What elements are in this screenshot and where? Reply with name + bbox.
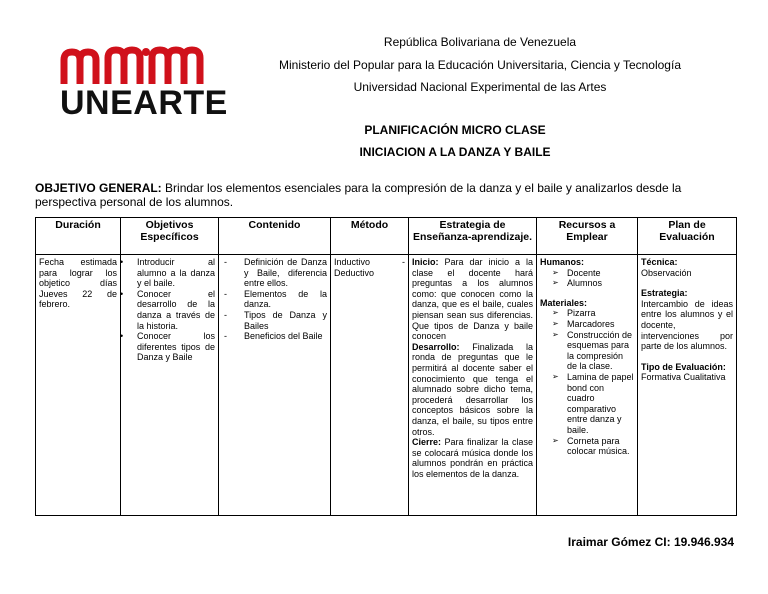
logo-text: UNEARTE bbox=[60, 84, 228, 122]
cell-contenido bbox=[219, 255, 331, 516]
list-item: ➢ Pizarra bbox=[540, 308, 634, 319]
list-item: ➢ Marcadores bbox=[540, 319, 634, 330]
general-objective bbox=[35, 181, 735, 209]
header-university: Universidad Nacional Experimental de las Artes bbox=[353, 80, 607, 94]
list-item: - Definición de Danza y Baile, diferencia entre ellos. bbox=[222, 257, 327, 289]
cell-evaluacion bbox=[638, 255, 737, 516]
strategy-dev-label: Desarrollo: bbox=[412, 341, 460, 352]
strategy-start-label: Inicio: bbox=[412, 257, 439, 267]
list-item: ➢ Docente bbox=[540, 268, 634, 279]
list-item: - Elementos de la danza. bbox=[222, 289, 327, 310]
list-item: - Tipos de Danza y Bailes bbox=[222, 310, 327, 331]
eval-strategy: Intercambio de ideas entre los alumnos y el docente, intervenciones por parte de los alumnos. bbox=[641, 298, 733, 352]
header-contenido: Contenido bbox=[219, 218, 331, 255]
list-item: • Introducir al alumno a la danza y el baile. bbox=[124, 257, 215, 289]
header-ministry: Ministerio del Popular para la Educación Universitaria, Ciencia y Tecnología bbox=[279, 58, 681, 72]
header-objetivos: Objetivos Específicos bbox=[121, 218, 219, 255]
header-republic: República Bolivariana de Venezuela bbox=[383, 35, 577, 49]
eval-type-label: Tipo de Evaluación: bbox=[641, 361, 726, 372]
eval-type: Formativa Cualitativa bbox=[641, 372, 726, 383]
header-duracion: Duración bbox=[36, 218, 121, 255]
method-dash: - bbox=[402, 257, 405, 267]
list-item: - Beneficios del Baile bbox=[222, 331, 327, 342]
document-subtitle: INICIACION A LA DANZA Y BAILE bbox=[359, 145, 551, 159]
list-item: ➢ Lamina de papel bond con cuadro comparativo entre danza y baile. bbox=[540, 372, 634, 436]
author-signature: Iraimar Gómez CI: 19.946.934 bbox=[567, 535, 734, 549]
plan-table bbox=[35, 217, 737, 516]
cell-recursos bbox=[537, 255, 638, 516]
cell-metodo bbox=[331, 255, 409, 516]
header-estrategia: Estrategia de Enseñanza-aprendizaje. bbox=[409, 218, 537, 255]
strategy-close-label: Cierre: bbox=[412, 437, 442, 448]
table-row bbox=[36, 255, 737, 516]
cell-objetivos bbox=[121, 255, 219, 516]
list-item: • Conocer el desarrollo de la danza a través de la historia. bbox=[124, 289, 215, 331]
resources-material-label: Materiales: bbox=[540, 297, 588, 308]
method-inductive: Inductivo bbox=[334, 257, 371, 267]
eval-technique-label: Técnica: bbox=[641, 257, 678, 267]
list-item: ➢ Construcción de esquemas para la compresión de la clase. bbox=[540, 330, 634, 372]
objective-text: Brindar los elementos esenciales para la compresión de la danza y el baile y analizarlos desde la perspectiva personal de los alumnos. bbox=[35, 181, 682, 209]
header-recursos: Recursos a Emplear bbox=[537, 218, 638, 255]
table-header-row bbox=[36, 218, 737, 255]
strategy-dev-text: Finalizada la ronda de preguntas que le permitirá al docente saber el conocimiento que tenga el alumnado sobre dicho tema, procederá desarrollar los conceptos básicos sobre la danza, el baile, su tipos entre otros. bbox=[412, 341, 533, 437]
cell-estrategia bbox=[409, 255, 537, 516]
method-deductive: Deductivo bbox=[334, 267, 375, 278]
header-evaluacion: Plan de Evaluación bbox=[638, 218, 737, 255]
list-item: ➢ Corneta para colocar música. bbox=[540, 436, 634, 457]
strategy-close-text: Para finalizar la clase se colocará música donde los alumnos pondrán en práctica los elementos de la danza. bbox=[412, 437, 533, 479]
eval-strategy-label: Estrategia: bbox=[641, 288, 688, 299]
header-metodo: Método bbox=[331, 218, 409, 255]
list-item: ➢ Alumnos bbox=[540, 278, 634, 289]
objective-label: OBJETIVO GENERAL: bbox=[35, 181, 162, 195]
strategy-start-text: Para dar inicio a la clase el docente hará preguntas a los alumnos como: que conocen como la danza, que es el baile, cuales piensan sean sus diferencias. Que tipos de Danza y baile conocen bbox=[412, 257, 533, 342]
document-title: PLANIFICACIÓN MICRO CLASE bbox=[364, 123, 546, 137]
resources-human-label: Humanos: bbox=[540, 257, 585, 267]
eval-technique: Observación bbox=[641, 267, 692, 278]
list-item: • Conocer los diferentes tipos de Danza y Baile bbox=[124, 331, 215, 363]
cell-duracion: Fecha estimada para lograr los objetico días Jueves 22 de febrero. bbox=[36, 255, 121, 516]
